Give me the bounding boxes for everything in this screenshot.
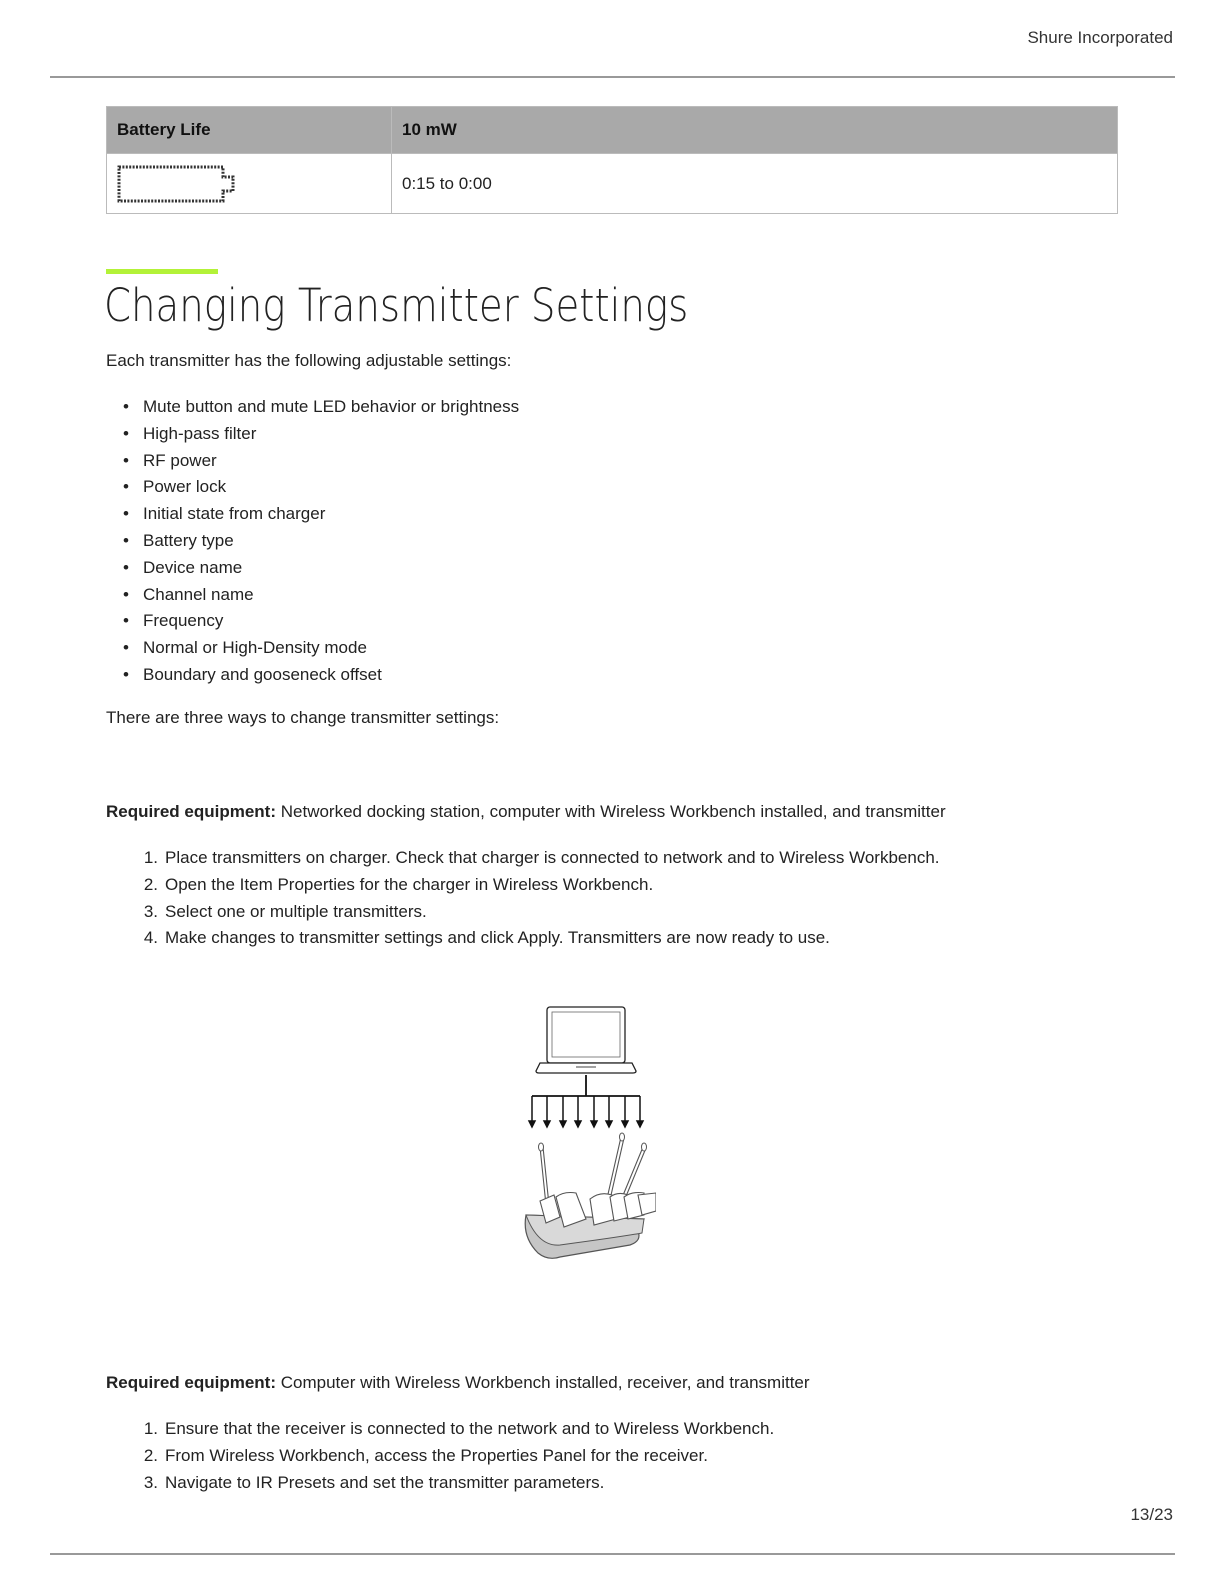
section-accent-bar: [106, 269, 218, 274]
list-item: 3. Select one or multiple transmitters.: [143, 901, 427, 921]
header-company: Shure Incorporated: [1027, 28, 1173, 47]
battery-life-table: [106, 106, 1118, 214]
table-header-battery-life: Battery Life: [107, 107, 392, 154]
list-item: • Normal or High-Density mode: [106, 635, 519, 662]
method2-steps: [106, 1416, 774, 1496]
method2-required-equipment: [106, 1373, 810, 1393]
step-text: Ensure that the receiver is connected to the network and to Wireless Workbench.: [165, 1419, 775, 1438]
list-item: • Boundary and gooseneck offset: [106, 662, 519, 689]
step-text: From Wireless Workbench, access the Properties Panel for the receiver.: [165, 1445, 708, 1465]
battery-icon-cell: [107, 154, 392, 214]
page-number: 13/23: [1130, 1505, 1173, 1524]
required-equipment-label: Required equipment:: [106, 1373, 277, 1392]
table-header-row: [107, 107, 1118, 154]
step-text: Navigate to IR Presets and set the transmitter parameters.: [165, 1472, 605, 1492]
required-equipment-label: Required equipment:: [106, 802, 277, 821]
table-header-power: 10 mW: [392, 107, 1118, 154]
required-equipment-text: Computer with Wireless Workbench installed, receiver, and transmitter: [280, 1373, 810, 1392]
list-item: 3. Navigate to IR Presets and set the transmitter parameters.: [143, 1472, 605, 1492]
laptop-to-charger-illustration: [520, 1005, 656, 1263]
required-equipment-text: Networked docking station, computer with Wireless Workbench installed, and transmitter: [280, 802, 946, 821]
method1-required-equipment: [106, 802, 946, 822]
settings-intro: Each transmitter has the following adjustable settings:: [106, 351, 512, 370]
list-item: 4. Make changes to transmitter settings and click Apply. Transmitters are now ready to use.: [143, 928, 830, 948]
list-item: • Mute button and mute LED behavior or brightness: [106, 394, 519, 421]
battery-life-value: 0:15 to 0:00: [392, 154, 1118, 214]
list-item: • Power lock: [106, 474, 519, 501]
list-item: • Initial state from charger: [106, 501, 519, 528]
header-rule: [50, 76, 1175, 78]
section-title: Changing Transmitter Settings: [104, 279, 689, 332]
step-text: Make changes to transmitter settings and click Apply. Transmitters are now ready to use.: [165, 928, 830, 948]
table-row: [107, 154, 1118, 214]
method1-steps: [106, 845, 940, 952]
step-text: Select one or multiple transmitters.: [165, 901, 427, 921]
footer-rule: [50, 1553, 1175, 1555]
list-item: • Device name: [106, 555, 519, 582]
list-item: • Frequency: [106, 608, 519, 635]
step-text: Place transmitters on charger. Check that charger is connected to network and to Wireless Workbench.: [165, 848, 940, 867]
step-text: Open the Item Properties for the charger in Wireless Workbench.: [165, 874, 654, 894]
list-item: • High-pass filter: [106, 421, 519, 448]
list-item: • Channel name: [106, 582, 519, 609]
ways-intro: There are three ways to change transmitter settings:: [106, 708, 500, 727]
list-item: 2. Open the Item Properties for the charger in Wireless Workbench.: [143, 874, 654, 894]
list-item: • RF power: [106, 448, 519, 475]
list-item: 1. Place transmitters on charger. Check that charger is connected to network and to Wireless Workbench.: [143, 848, 940, 867]
settings-list: [106, 394, 519, 689]
list-item: 2. From Wireless Workbench, access the Properties Panel for the receiver.: [143, 1445, 708, 1465]
empty-battery-icon: [117, 163, 235, 205]
list-item: • Battery type: [106, 528, 519, 555]
list-item: 1. Ensure that the receiver is connected to the network and to Wireless Workbench.: [143, 1419, 775, 1438]
